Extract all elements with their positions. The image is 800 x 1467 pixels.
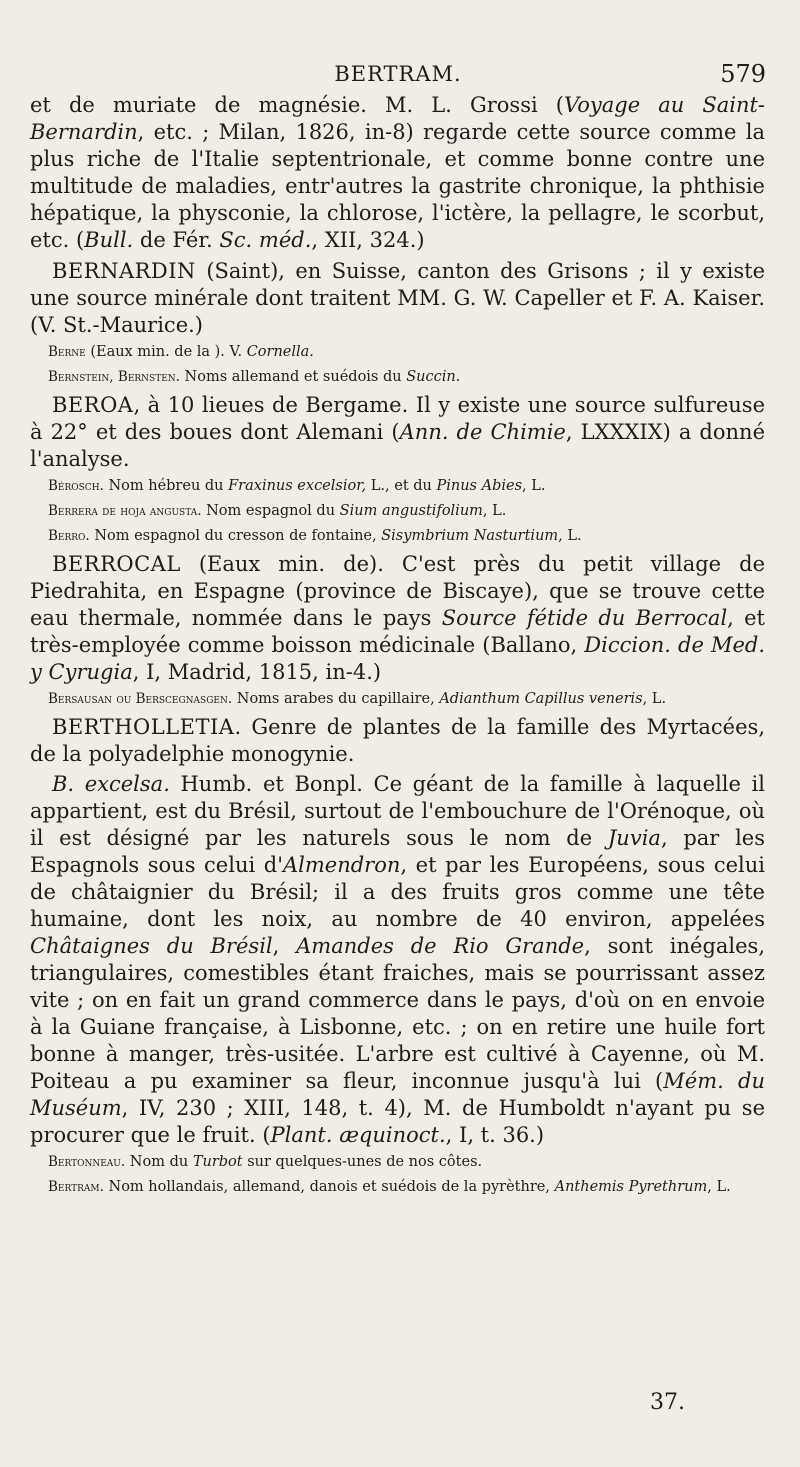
entry-text: , I, Madrid, 1815, in-4.) bbox=[132, 660, 382, 684]
entry-headword: BEROA bbox=[52, 393, 134, 417]
entry-headword: BERNARDIN bbox=[52, 259, 196, 283]
italic-text: Almendron bbox=[282, 853, 401, 877]
note-text: Nom espagnol du cresson de fontaine, bbox=[89, 528, 382, 544]
italic-text: Juvia bbox=[607, 826, 661, 850]
note-text: , L. bbox=[558, 528, 582, 544]
entry-text: , à 10 lieues de Bergame. Il y existe une source sulfureuse à 22° et des boues dont Alemani ( bbox=[30, 393, 765, 444]
entry-bertholletia bbox=[30, 714, 765, 768]
note-text: Nom hollandais, allemand, danois et suédois de la pyrèthre, bbox=[103, 1179, 555, 1195]
note-text: L., et du bbox=[366, 478, 437, 494]
note-text: Nom du bbox=[125, 1154, 193, 1170]
italic-text: Fraxinus excelsior, bbox=[228, 478, 367, 494]
italic-text: Diccion. de Med. y Cyrugia bbox=[30, 633, 765, 684]
italic-text: Mém. du Muséum bbox=[30, 1069, 766, 1120]
italic-text: Anthemis Pyrethrum bbox=[554, 1179, 708, 1195]
entry-beroa bbox=[30, 392, 765, 473]
note-headword: Berro. bbox=[48, 528, 90, 544]
italic-text: Plant. æquinoct. bbox=[270, 1123, 446, 1147]
page-body bbox=[30, 92, 765, 1202]
note-bernstein bbox=[30, 367, 765, 388]
italic-text: Sisymbrium Nasturtium bbox=[381, 528, 559, 544]
page-number: 579 bbox=[720, 60, 766, 88]
note-headword: Bernstein, Bernsten. bbox=[48, 369, 180, 385]
entry-text: , IV, 230 ; XIII, 148, t. 4), M. de Humboldt n'ayant pu se procurer que le fruit. ( bbox=[30, 1096, 765, 1147]
note-bersausan bbox=[30, 689, 765, 710]
entry-text: , et très-employée comme boisson médicinale (Ballano, bbox=[30, 606, 766, 657]
note-headword: Bersausan ou Berscegnasgen. bbox=[48, 691, 233, 707]
italic-text: Sium angustifolium bbox=[339, 503, 483, 519]
italic-text: Châtaignes du Brésil bbox=[30, 934, 273, 958]
text: de Fér. bbox=[133, 228, 220, 252]
italic-text: Turbot bbox=[192, 1154, 243, 1170]
note-berrera bbox=[30, 501, 765, 522]
entry-text: (Eaux min. de). C'est près du petit village de Piedrahita, en Espagne (province de Biscaye), que se trouve cette eau thermale, nommée dans le pays bbox=[30, 552, 765, 630]
italic-text: Cornella. bbox=[246, 344, 314, 360]
entry-text: , LXXXIX) a donné l'analyse. bbox=[30, 420, 765, 471]
species-name: B. excelsa. bbox=[52, 772, 170, 796]
italic-text: Adianthum Capillus veneris bbox=[439, 691, 643, 707]
italic-text: Source fétide du Berrocal bbox=[441, 606, 728, 630]
running-head: BERTRAM. bbox=[334, 62, 462, 86]
note-text: Nom hébreu du bbox=[103, 478, 229, 494]
italic-text: Ann. de Chimie bbox=[399, 420, 566, 444]
note-headword: Bertram. bbox=[48, 1179, 104, 1195]
note-berosch bbox=[30, 476, 765, 497]
italic-text: Voyage au Saint-Bernardin bbox=[30, 93, 766, 144]
entry-text: , et par les Européens, sous celui de châtaignier du Brésil; il a des fruits gros comme une tête humaine, dont les noix, au nombre de 40 environ, appelées bbox=[30, 853, 765, 931]
note-text: , L. bbox=[707, 1179, 731, 1195]
note-text: Noms arabes du capillaire, bbox=[232, 691, 440, 707]
note-text: , L. bbox=[482, 503, 507, 519]
italic-text: Succin. bbox=[406, 369, 461, 385]
grossi-paragraph bbox=[30, 92, 765, 254]
entry-headword: BERROCAL bbox=[52, 552, 181, 576]
entry-text: , I, t. 36.) bbox=[445, 1123, 545, 1147]
note-headword: Berne bbox=[48, 344, 86, 360]
note-text: , L. bbox=[642, 691, 667, 707]
entry-berrocal bbox=[30, 551, 765, 686]
entry-text: Humb. et Bonpl. Ce géant de la famille à laquelle il appartient, est du Brésil, surtout de l'embouchure de l'Orénoque, où il est désigné par les naturels sous le nom de bbox=[30, 772, 765, 850]
italic-text: Bull. bbox=[84, 228, 134, 252]
italic-text: Pinus Abies bbox=[436, 478, 523, 494]
entry-text: , sont inégales, triangulaires, comestibles étant fraiches, mais se pourrissant assez vite ; on en fait un grand commerce dans le pays, d'où on en envoie à la Guiane française, à Lisbonne, etc. ; on en retire une huile fort bonne à manger, très-usitée. L'arbre est cultivé à Cayenne, où M. Poiteau a pu examiner sa fleur, inconnue jusqu'à lui ( bbox=[30, 934, 766, 1093]
note-bertonneau bbox=[30, 1152, 765, 1173]
italic-text: Sc. méd. bbox=[219, 228, 312, 252]
note-headword: Berrera de hoja angusta. bbox=[48, 503, 202, 519]
entry-text: , bbox=[272, 934, 297, 958]
page-header bbox=[30, 60, 766, 92]
entry-excelsa bbox=[30, 771, 765, 1149]
note-berro bbox=[30, 526, 765, 547]
entry-text: , par les Espagnols sous celui d' bbox=[30, 826, 766, 877]
note-headword: Bertonneau. bbox=[48, 1154, 126, 1170]
signature-mark: 37. bbox=[650, 1390, 685, 1415]
entry-text: . Genre de plantes de la famille des Myrtacées, de la polyadelphie monogynie. bbox=[30, 715, 765, 766]
note-berne bbox=[30, 342, 765, 363]
entry-headword: BERTHOLLETIA bbox=[52, 715, 235, 739]
note-headword: Bérosch. bbox=[48, 478, 104, 494]
note-text: Nom espagnol du bbox=[201, 503, 340, 519]
italic-text: Amandes de Rio Grande bbox=[296, 934, 585, 958]
entry-bernardin bbox=[30, 258, 765, 339]
note-text: sur quelques-unes de nos côtes. bbox=[242, 1154, 483, 1170]
text: , etc. ; Milan, 1826, in-8) regarde cette source comme la plus riche de l'Italie septentrionale, et comme bonne contre une multitude de maladies, entr'autres la gastrite chronique, la phthisie hépatique, la physconie, la chlorose, l'ictère, la pellagre, le scorbut, etc. ( bbox=[30, 120, 765, 252]
note-bertram bbox=[30, 1177, 765, 1198]
note-text: (Eaux min. de la ). V. bbox=[85, 344, 247, 360]
note-text: Noms allemand et suédois du bbox=[179, 369, 407, 385]
text: , XII, 324.) bbox=[311, 228, 425, 252]
note-text: , L. bbox=[522, 478, 546, 494]
text: et de muriate de magnésie. M. L. Grossi ( bbox=[30, 93, 564, 117]
entry-text: (Saint), en Suisse, canton des Grisons ; il y existe une source minérale dont traitent MM. G. W. Capeller et F. A. Kaiser. (V. St.-Maurice.) bbox=[30, 259, 765, 337]
